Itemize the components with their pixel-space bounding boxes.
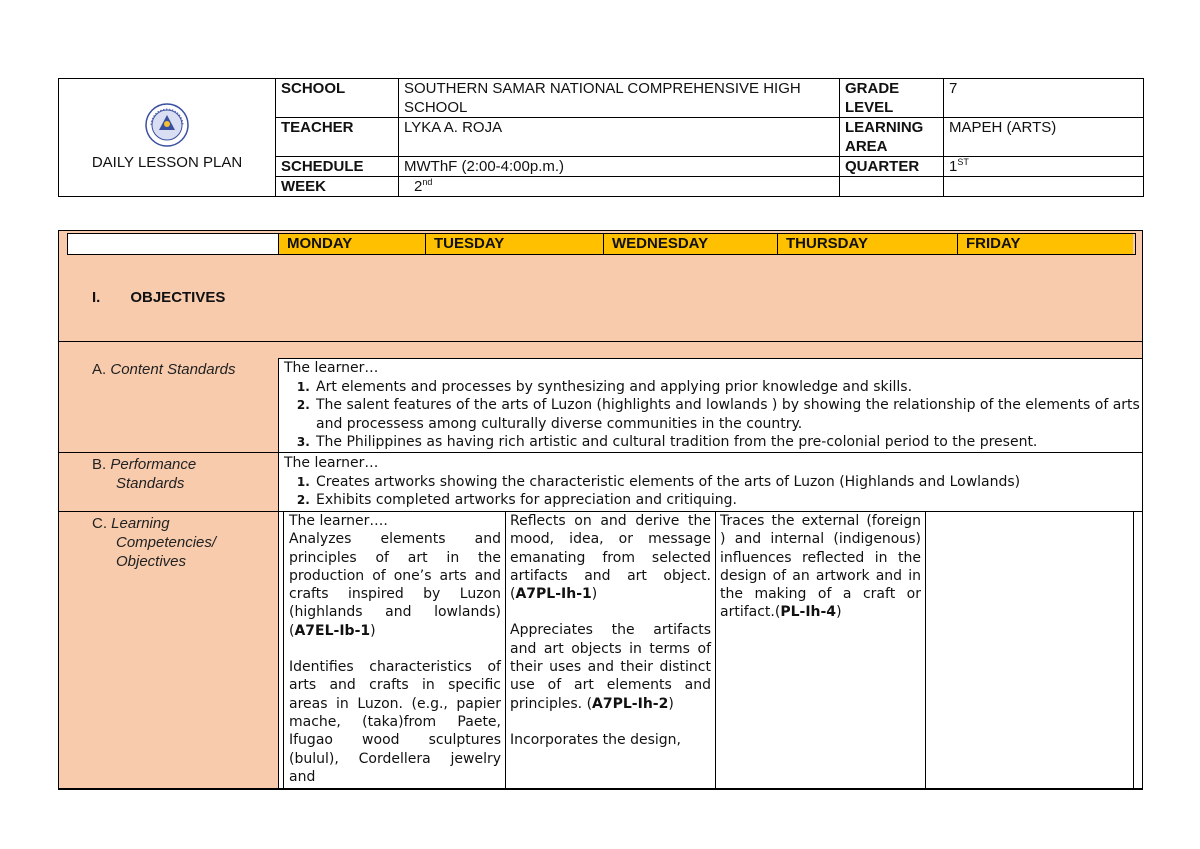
- content-standards-label: A. Content Standards: [92, 361, 236, 378]
- page-bottom-rule: [58, 788, 1143, 790]
- lesson-table: [58, 230, 1143, 790]
- content-standards-label-cell: [59, 358, 279, 453]
- schedule-label: SCHEDULE: [276, 157, 399, 177]
- list-item: 3. The Philippines as having rich artistic and cultural tradition from the pre-colonial period to the present.: [314, 433, 1142, 452]
- day-friday: FRIDAY: [957, 234, 1133, 254]
- grade-value: 7: [944, 79, 1144, 118]
- area-label: LEARNING AREA: [840, 118, 944, 157]
- competency-text: Appreciates the artifacts and art objects in terms of their uses and their distinct use of art elements and principles. (A7PL-Ih-2): [510, 622, 711, 712]
- performance-standards-label-cell: [59, 453, 279, 512]
- day-tuesday: TUESDAY: [425, 234, 603, 254]
- competencies-label-cell: [59, 512, 279, 790]
- quarter-value: 1ST: [944, 157, 1144, 177]
- school-value: SOUTHERN SAMAR NATIONAL COMPREHENSIVE HIGH SCHOOL: [399, 79, 840, 118]
- competency-text: Analyzes elements and principles of art in the production of one’s arts and crafts inspired by Luzon (highlands and lowlands) (A7EL-Ib-1): [289, 531, 501, 639]
- logo-label: DAILY LESSON PLAN: [91, 154, 243, 171]
- competency-text: Incorporates the design,: [510, 731, 681, 748]
- quarter-label: QUARTER: [840, 157, 944, 177]
- days-blank-cell: [68, 234, 278, 254]
- content-standards-list: [284, 378, 1142, 452]
- performance-standards-cell: [279, 453, 1142, 512]
- column-divider: [283, 512, 284, 790]
- list-item: 2. The salent features of the arts of Luzon (highlights and lowlands ) by showing the relationship of the elements of arts and processess among culturally diverse communities in the country.: [314, 396, 1142, 433]
- objectives-title: I. OBJECTIVES: [92, 289, 226, 306]
- performance-standards-list: [284, 473, 1142, 510]
- competency-text: Traces the external (foreign ) and internal (indigenous) influences reflected in the design of an artwork and in the making of a craft or artifact.(PL-Ih-4): [720, 513, 921, 621]
- header-table: [58, 78, 1144, 197]
- content-standards-cell: [279, 358, 1142, 453]
- week-value: 2nd: [399, 177, 840, 197]
- day-thursday: THURSDAY: [777, 234, 957, 254]
- competency-intro: The learner….: [289, 513, 388, 529]
- teacher-label: TEACHER: [276, 118, 399, 157]
- school-label: SCHOOL: [276, 79, 399, 118]
- logo-cell: [59, 79, 276, 197]
- competency-text: Identifies characteristics of arts and crafts in specific areas in Luzon. (e.g., papier mache, (taka)from Paete, Ifugao wood sculptures (bulul), Cordellera jewelry and: [289, 659, 501, 785]
- competency-monday: [285, 512, 506, 790]
- deped-seal-icon: [145, 103, 189, 147]
- empty-cell: [944, 177, 1144, 197]
- list-item: 2. Exhibits completed artworks for appreciation and critiquing.: [314, 491, 1142, 510]
- days-header: [67, 233, 1136, 255]
- schedule-value: MWThF (2:00-4:00p.m.): [399, 157, 840, 177]
- performance-standards-intro: The learner…: [284, 455, 379, 471]
- day-monday: MONDAY: [278, 234, 425, 254]
- spacer-row: [59, 341, 1142, 359]
- competency-text: Reflects on and derive the mood, idea, or message emanating from selected artifacts and art object. (A7PL-Ih-1): [510, 513, 711, 603]
- area-value: MAPEH (ARTS): [944, 118, 1144, 157]
- list-item: 1. Creates artworks showing the characteristic elements of the arts of Luzon (Highlands and Lowlands): [314, 473, 1142, 492]
- competencies-label: C. Learning Competencies/ Objectives: [92, 515, 217, 570]
- competency-thursday: [926, 512, 1134, 790]
- list-item: 1. Art elements and processes by synthesizing and applying prior knowledge and skills.: [314, 378, 1142, 397]
- competency-wednesday: [716, 512, 926, 790]
- competency-tuesday: [506, 512, 716, 790]
- week-label: WEEK: [276, 177, 399, 197]
- teacher-value: LYKA A. ROJA: [399, 118, 840, 157]
- performance-standards-label: B. Performance Standards: [92, 456, 197, 492]
- day-wednesday: WEDNESDAY: [603, 234, 777, 254]
- empty-cell: [840, 177, 944, 197]
- content-standards-intro: The learner…: [284, 360, 379, 376]
- objectives-row: [59, 231, 1142, 341]
- grade-label: GRADE LEVEL: [840, 79, 944, 118]
